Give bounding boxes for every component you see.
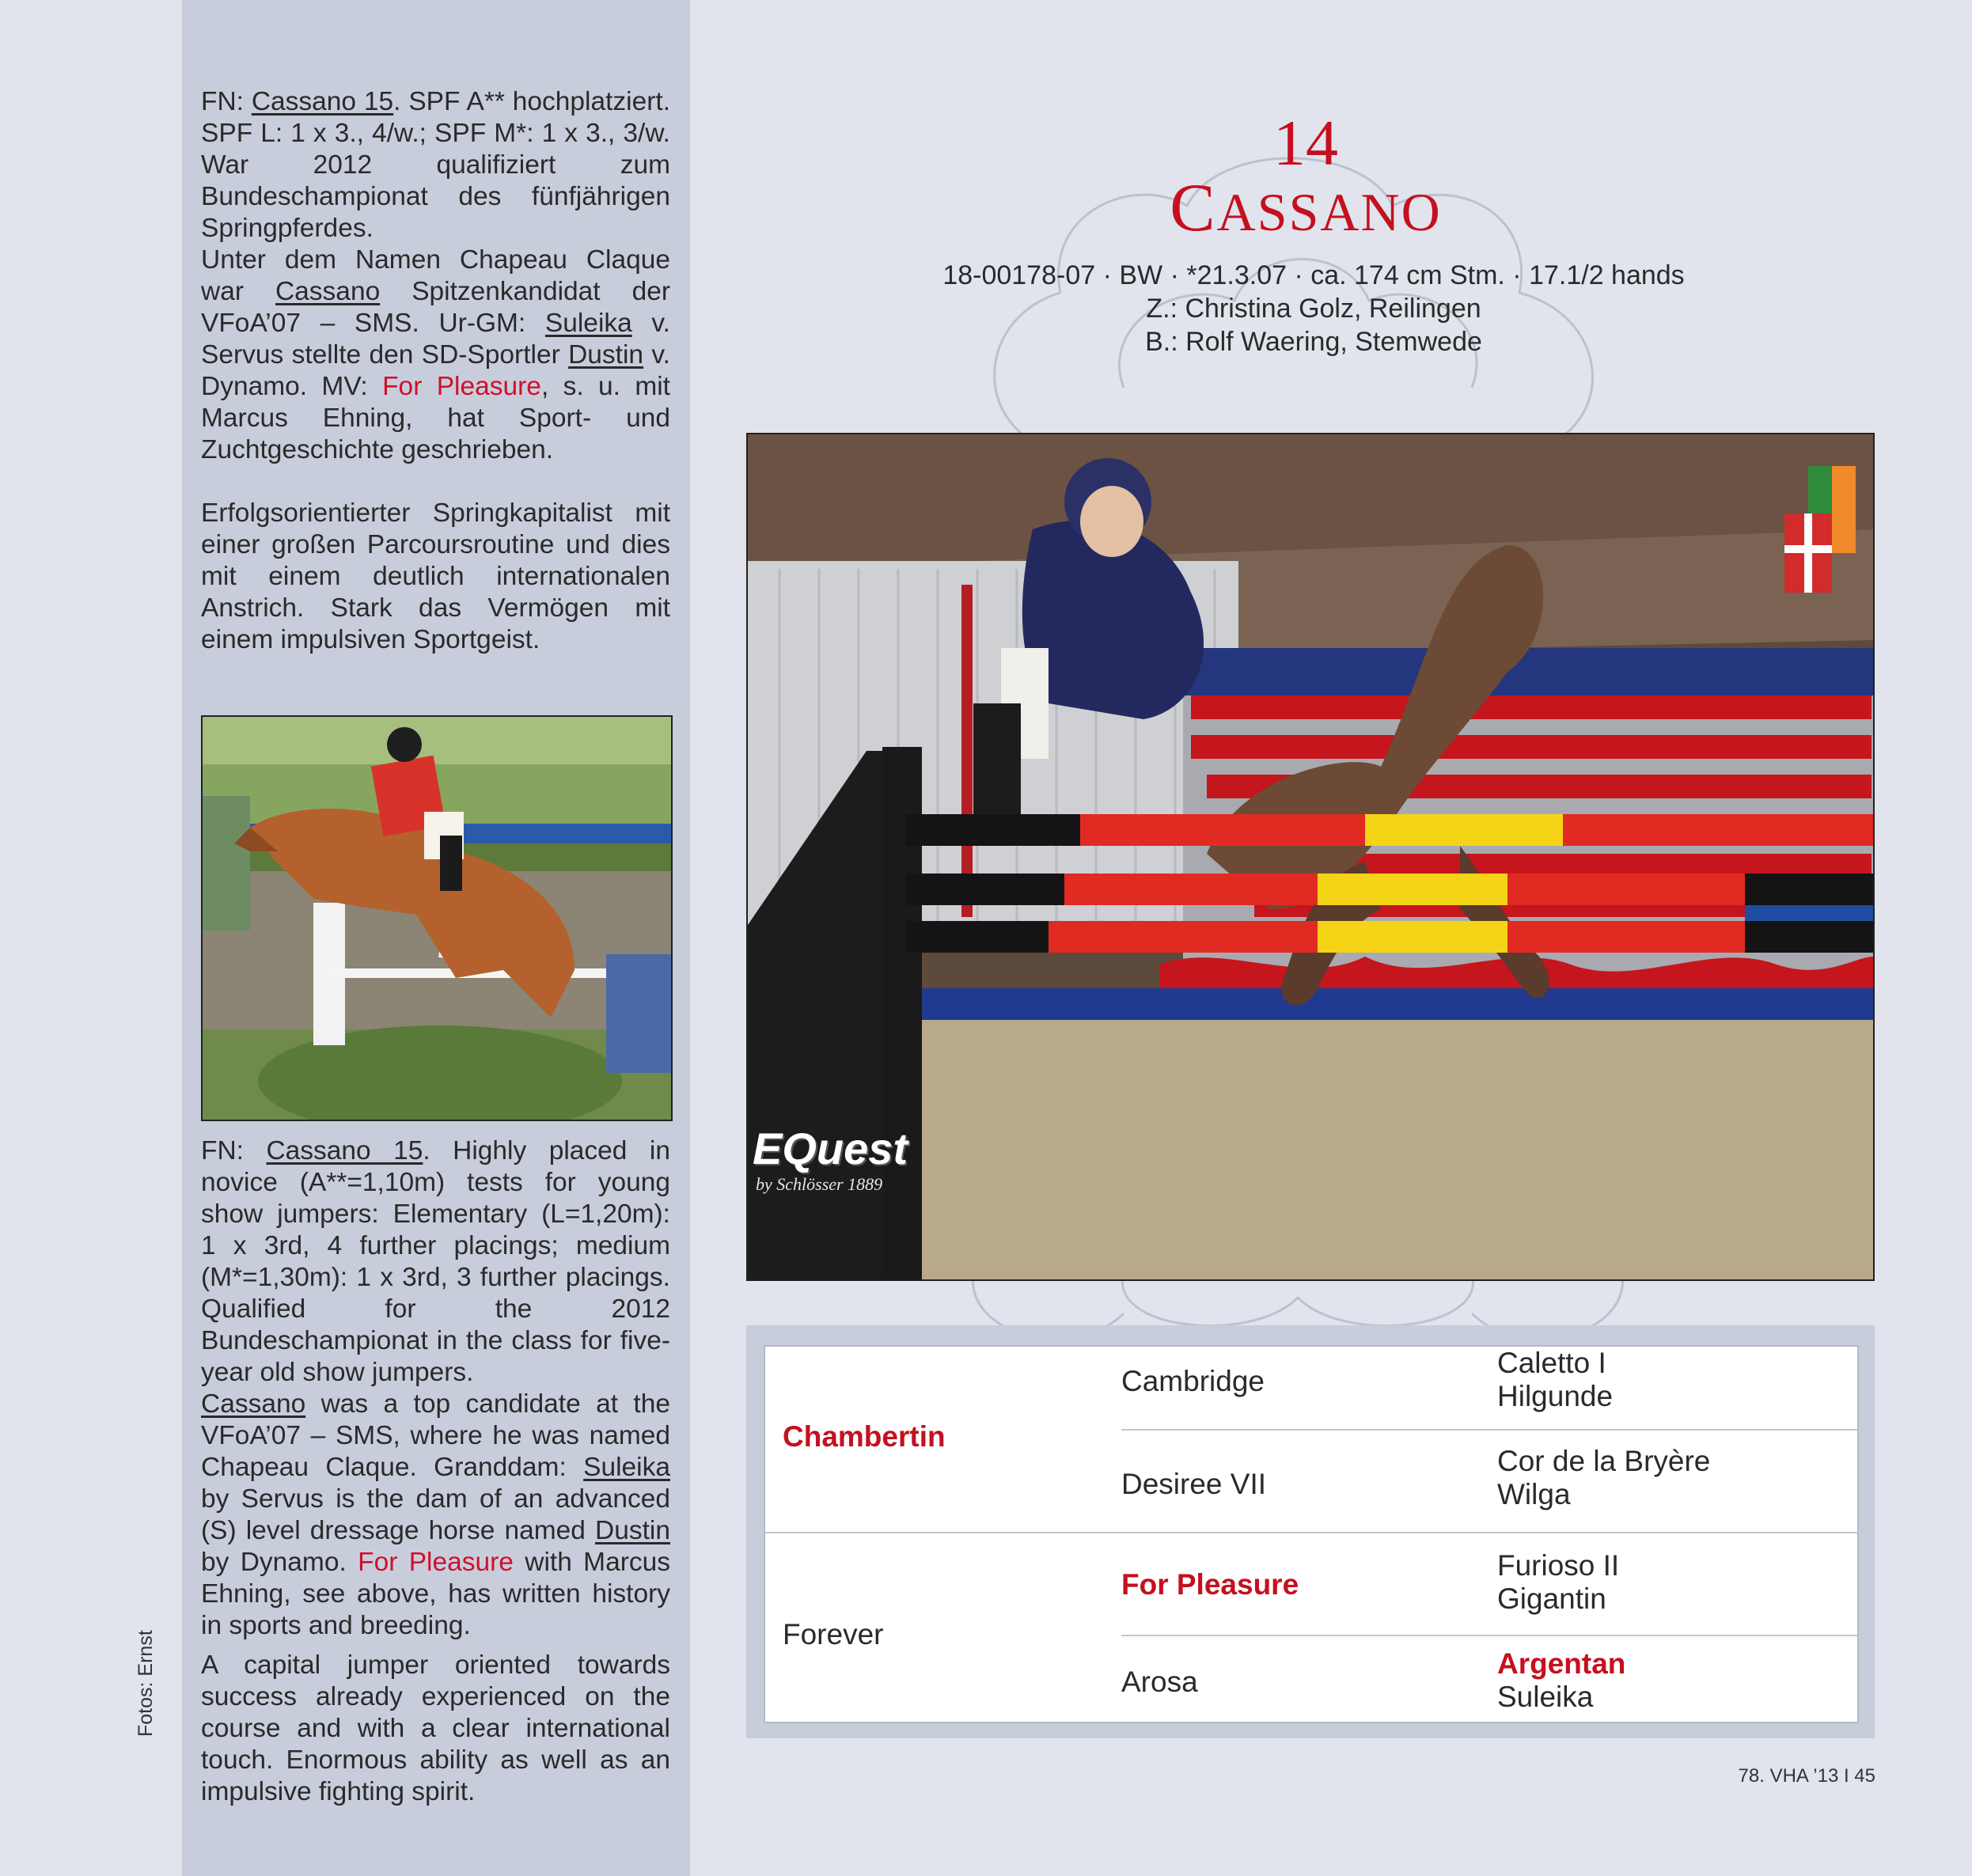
german-paragraph-results: FN: Cassano 15. SPF A** hochplatziert. SPF L: 1 x 3., 4/w.; SPF M*: 1 x 3., 3/w. War 2012 qualifiziert zum Bundeschampionat des fünfjährigen Springpferdes. [201,87,671,243]
pedigree-sds: Cor de la Bryère [1497,1445,1711,1477]
german-paragraph-assessment: Erfolgsorientierter Springkapitalist mit einer großen Parcoursroutine und dies mit einem deutlich internationalen Anstrich. Stark das Vermögen mit einem impulsiven Sportgeist. [201,498,670,654]
pedigree-divider-lower [1121,1635,1857,1636]
pedigree-sire: Chambertin [783,1420,946,1453]
english-paragraph-pedigree: Cassano was a top candidate at the VFoA’07 – SMS, where he was named Chapeau Claque. Granddam: Suleika by Servus is the dam of an advanced (S) level dressage horse named Dustin by Dynamo. For Pleasure with Marcus Ehning, see above, has written history in sports and breeding. [201,1389,670,1640]
english-paragraph-results: FN: Cassano 15. Highly placed in novice (A**=1,10m) tests for young show jumpers: Elementary (L=1,20m): 1 x 3rd, 4 further placings; medium (M*=1,30m): 1 x 3rd, 3 further placings. Qualified for the 2012 Bundeschampionat in the class for five-year old show jumpers. [201,1136,670,1387]
pedigree-divider-main [765,1532,1857,1533]
pedigree-sire-sire: Cambridge [1121,1365,1265,1397]
pedigree-ssd: Hilgunde [1497,1380,1614,1412]
main-jumping-photo [746,433,1875,1281]
secondary-jumping-photo [201,715,673,1121]
pedigree-dss: Furioso II [1497,1549,1620,1582]
horse-name: CASSANO [1170,169,1442,245]
pedigree-sire-dam: Desiree VII [1121,1468,1267,1500]
pedigree-table [764,1345,1859,1723]
pedigree-dsd: Gigantin [1497,1582,1606,1615]
photo-credit: Fotos: Ernst [135,1630,157,1737]
horse-details: 18-00178-07 · BW · *21.3.07 · ca. 174 cm Stm. · 17.1/2 hands [942,260,1685,290]
pedigree-dam-sire: For Pleasure [1121,1568,1299,1601]
horse-name-link: Cassano 15 [251,87,394,116]
english-paragraph-assessment: A capital jumper oriented towards success already experienced on the course and with a clear international touch. Enormous ability as well as an impulsive fighting spirit. [201,1651,670,1806]
secondary-photo-illustration [203,717,671,1120]
pedigree-ddd: Suleika [1497,1681,1594,1713]
pedigree-dds: Argentan [1497,1647,1626,1680]
pedigree-divider-upper [1121,1429,1857,1431]
lot-number: 14 [1273,107,1338,179]
pedigree-dam: Forever [783,1618,884,1651]
sponsor-subtext: by Schlösser 1889 [756,1174,883,1194]
german-description [201,86,670,656]
page-folio: 78. VHA ’13 I 45 [1738,1765,1875,1787]
owner-line: B.: Rolf Waering, Stemwede [1145,327,1482,357]
jump-poles [906,814,1873,953]
pedigree-sss: Caletto I [1497,1347,1606,1379]
english-description [201,1135,670,1808]
pedigree-sdd: Wilga [1497,1478,1571,1510]
pedigree-dam-dam: Arosa [1121,1666,1198,1698]
german-paragraph-pedigree: Unter dem Namen Chapeau Claque war Cassano Spitzenkandidat der VFoA’07 – SMS. Ur-GM: Suleika v. Servus stellte den SD-Sportler Dustin v. Dynamo. MV: For Pleasure, s. u. mit Marcus Ehning, hat Sport- und Zuchtgeschichte geschrieben. [201,245,670,464]
breeder-line: Z.: Christina Golz, Reilingen [1146,294,1481,324]
sponsor-logo: EQuest [753,1124,908,1173]
